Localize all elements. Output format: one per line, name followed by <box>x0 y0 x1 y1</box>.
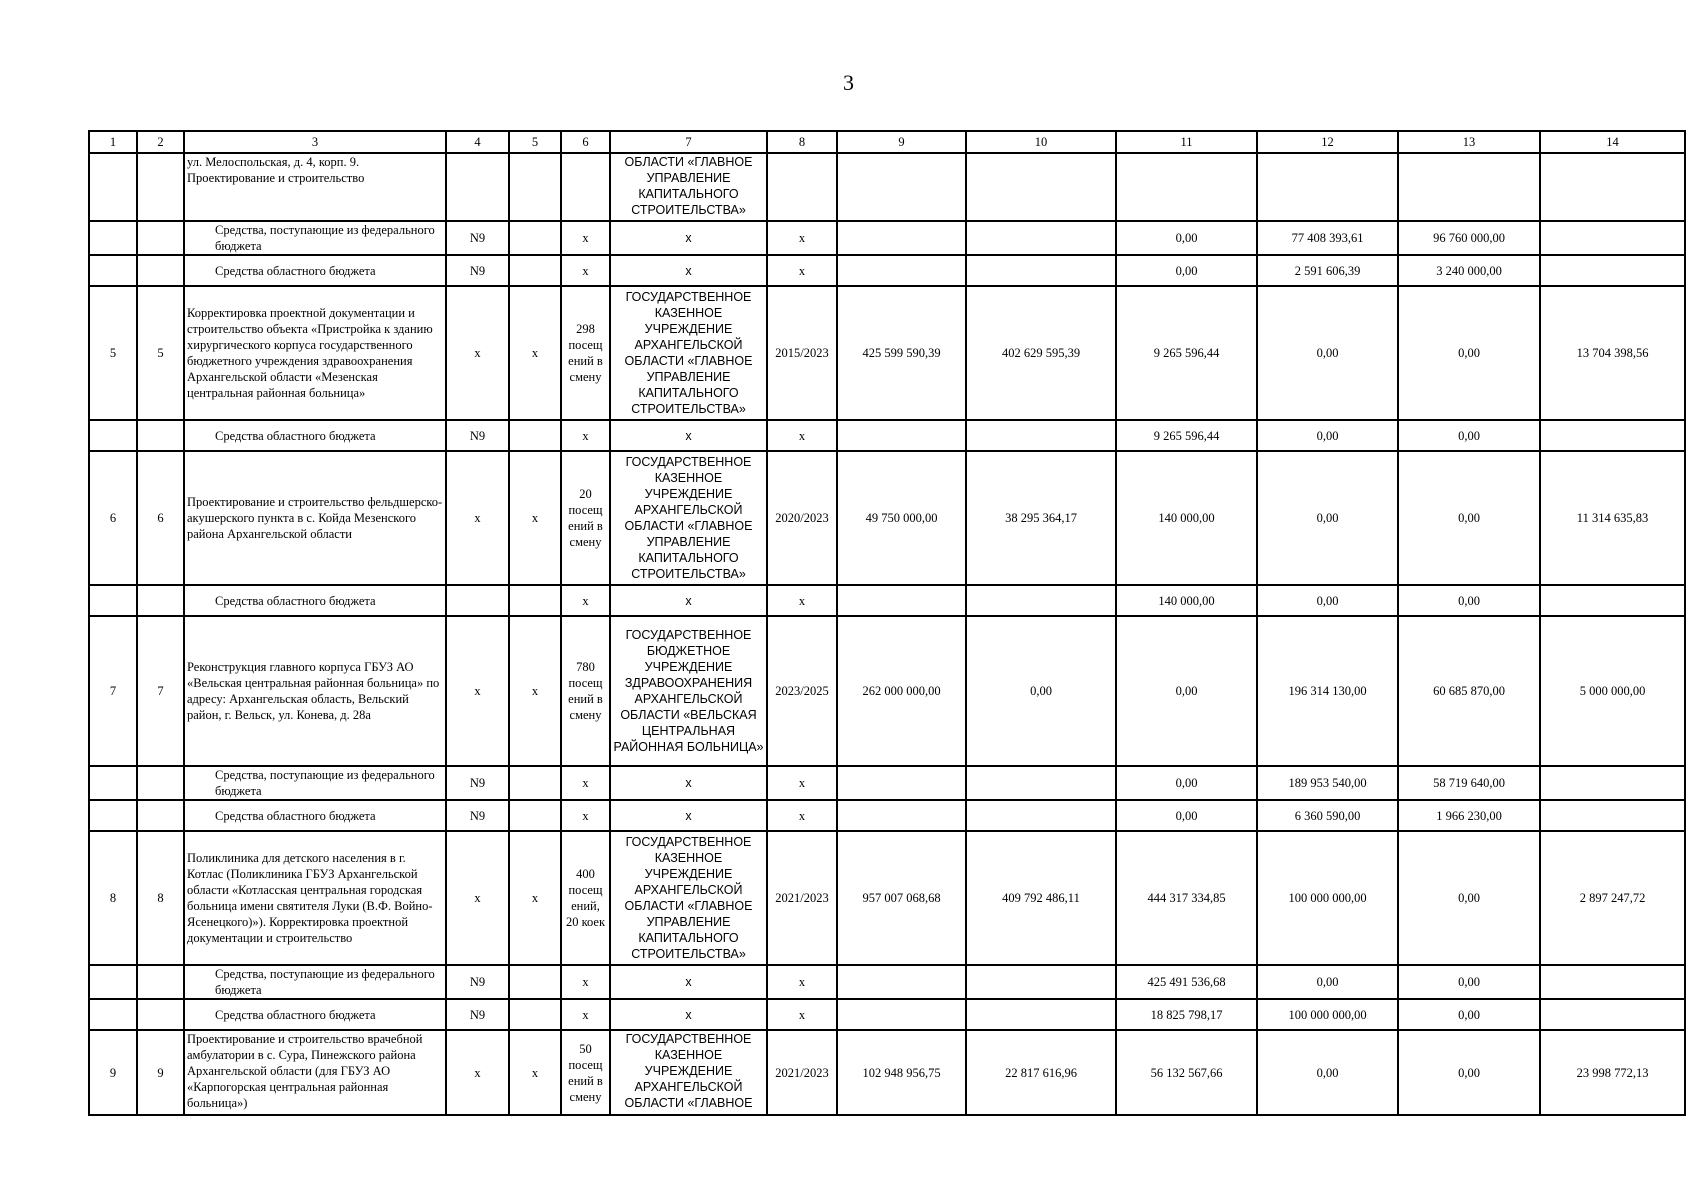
amount-col-11: 0,00 <box>1116 616 1257 766</box>
estimated-cost <box>837 999 966 1030</box>
funding-source-row <box>89 255 1685 286</box>
header-cell: 5 <box>509 131 561 153</box>
estimated-cost <box>837 420 966 451</box>
capacity: x <box>561 965 610 999</box>
amount-col-14 <box>1540 766 1685 800</box>
header-cell: 13 <box>1398 131 1540 153</box>
amount-col-13: 0,00 <box>1398 1030 1540 1115</box>
row-number: 7 <box>89 616 137 766</box>
object-row <box>89 616 1685 766</box>
spent-before <box>966 585 1116 616</box>
object-row <box>89 831 1685 965</box>
spent-before <box>966 965 1116 999</box>
capacity: x <box>561 420 610 451</box>
capacity: x <box>561 999 610 1030</box>
object-description: Корректировка проектной документации и строительство объекта «Пристройка к зданию хирургического корпуса государственного бюджетного учреждения здравоохранения Архангельской области «Мезенская центральная районная больница» <box>184 286 446 420</box>
amount-col-14: 13 704 398,56 <box>1540 286 1685 420</box>
amount-col-14: 2 897 247,72 <box>1540 831 1685 965</box>
amount-col-13: 0,00 <box>1398 286 1540 420</box>
row-number <box>89 585 137 616</box>
capacity: 400 посещ ений, 20 коек <box>561 831 610 965</box>
header-cell: 10 <box>966 131 1116 153</box>
cell-5 <box>509 255 561 286</box>
amount-col-12: 6 360 590,00 <box>1257 800 1398 831</box>
row-number: 5 <box>89 286 137 420</box>
capacity: x <box>561 585 610 616</box>
header-cell: 11 <box>1116 131 1257 153</box>
amount-col-14: 23 998 772,13 <box>1540 1030 1685 1115</box>
item-number <box>137 800 184 831</box>
header-cell: 12 <box>1257 131 1398 153</box>
item-number: 5 <box>137 286 184 420</box>
construction-period: 2015/2023 <box>767 286 837 420</box>
spent-before <box>966 153 1116 221</box>
customer-organization: ГОСУДАРСТВЕННОЕ БЮДЖЕТНОЕ УЧРЕЖДЕНИЕ ЗДРАВООХРАНЕНИЯ АРХАНГЕЛЬСКОЙ ОБЛАСТИ «ВЕЛЬСКАЯ ЦЕНТРАЛЬНАЯ РАЙОННАЯ БОЛЬНИЦА» <box>610 616 767 766</box>
row-number: 9 <box>89 1030 137 1115</box>
amount-col-12: 0,00 <box>1257 286 1398 420</box>
amount-col-11 <box>1116 153 1257 221</box>
amount-col-11: 9 265 596,44 <box>1116 286 1257 420</box>
amount-col-14: 11 314 635,83 <box>1540 451 1685 585</box>
estimated-cost <box>837 221 966 255</box>
header-cell: 9 <box>837 131 966 153</box>
customer-organization: x <box>610 800 767 831</box>
capacity: x <box>561 221 610 255</box>
amount-col-14 <box>1540 965 1685 999</box>
capacity: x <box>561 766 610 800</box>
cell-5: x <box>509 831 561 965</box>
budget-code: N9 <box>446 800 509 831</box>
object-description: Реконструкция главного корпуса ГБУЗ АО «Вельская центральная районная больница» по адресу: Архангельская область, Вельский район, г. Вельск, ул. Конева, д. 28а <box>184 616 446 766</box>
capacity: 20 посещ ений в смену <box>561 451 610 585</box>
object-row <box>89 1030 1685 1115</box>
amount-col-13: 58 719 640,00 <box>1398 766 1540 800</box>
column-number-row <box>89 131 1685 153</box>
row-number <box>89 965 137 999</box>
customer-organization: x <box>610 965 767 999</box>
customer-organization: x <box>610 420 767 451</box>
amount-col-12: 0,00 <box>1257 451 1398 585</box>
budget-code: x <box>446 451 509 585</box>
amount-col-14 <box>1540 585 1685 616</box>
customer-organization: x <box>610 255 767 286</box>
header-cell: 3 <box>184 131 446 153</box>
investment-table <box>88 130 1686 1116</box>
construction-period: 2021/2023 <box>767 831 837 965</box>
amount-col-11: 140 000,00 <box>1116 585 1257 616</box>
amount-col-13: 96 760 000,00 <box>1398 221 1540 255</box>
construction-period: 2021/2023 <box>767 1030 837 1115</box>
item-number <box>137 153 184 221</box>
amount-col-14 <box>1540 255 1685 286</box>
amount-col-13: 0,00 <box>1398 831 1540 965</box>
amount-col-13: 0,00 <box>1398 451 1540 585</box>
item-number <box>137 766 184 800</box>
object-description: Проектирование и строительство врачебной амбулатории в с. Сура, Пинежского района Архангельской области (для ГБУЗ АО «Карпогорская центральная районная больница») <box>184 1030 446 1115</box>
page-number: 3 <box>843 70 854 95</box>
capacity: 780 посещ ений в смену <box>561 616 610 766</box>
amount-col-13: 60 685 870,00 <box>1398 616 1540 766</box>
spent-before <box>966 420 1116 451</box>
amount-col-13: 3 240 000,00 <box>1398 255 1540 286</box>
object-description: Средства, поступающие из федерального бюджета <box>184 766 446 800</box>
amount-col-12: 100 000 000,00 <box>1257 999 1398 1030</box>
customer-organization: ГОСУДАРСТВЕННОЕ КАЗЕННОЕ УЧРЕЖДЕНИЕ АРХАНГЕЛЬСКОЙ ОБЛАСТИ «ГЛАВНОЕ УПРАВЛЕНИЕ КАПИТАЛЬНОГО СТРОИТЕЛЬСТВА» <box>610 451 767 585</box>
amount-col-14: 5 000 000,00 <box>1540 616 1685 766</box>
budget-code: N9 <box>446 965 509 999</box>
amount-col-13: 0,00 <box>1398 585 1540 616</box>
item-number <box>137 585 184 616</box>
amount-col-11: 0,00 <box>1116 800 1257 831</box>
row-number <box>89 800 137 831</box>
estimated-cost: 957 007 068,68 <box>837 831 966 965</box>
amount-col-12: 196 314 130,00 <box>1257 616 1398 766</box>
amount-col-11: 56 132 567,66 <box>1116 1030 1257 1115</box>
spent-before: 38 295 364,17 <box>966 451 1116 585</box>
amount-col-11: 9 265 596,44 <box>1116 420 1257 451</box>
amount-col-12: 100 000 000,00 <box>1257 831 1398 965</box>
funding-source-row <box>89 800 1685 831</box>
customer-organization: x <box>610 999 767 1030</box>
construction-period: x <box>767 999 837 1030</box>
row-number: 6 <box>89 451 137 585</box>
header-cell: 2 <box>137 131 184 153</box>
item-number: 8 <box>137 831 184 965</box>
amount-col-14 <box>1540 800 1685 831</box>
amount-col-14 <box>1540 999 1685 1030</box>
customer-organization: x <box>610 221 767 255</box>
object-description: Проектирование и строительство фельдшерско-акушерского пункта в с. Койда Мезенского района Архангельской области <box>184 451 446 585</box>
object-row <box>89 451 1685 585</box>
cell-5 <box>509 766 561 800</box>
capacity: 298 посещ ений в смену <box>561 286 610 420</box>
estimated-cost <box>837 153 966 221</box>
amount-col-14 <box>1540 221 1685 255</box>
construction-period: x <box>767 255 837 286</box>
customer-organization: x <box>610 585 767 616</box>
cell-5 <box>509 800 561 831</box>
object-row <box>89 153 1685 221</box>
object-row <box>89 286 1685 420</box>
construction-period: 2020/2023 <box>767 451 837 585</box>
budget-code <box>446 153 509 221</box>
object-description: Средства областного бюджета <box>184 420 446 451</box>
construction-period: x <box>767 585 837 616</box>
construction-period: 2023/2025 <box>767 616 837 766</box>
funding-source-row <box>89 766 1685 800</box>
funding-source-row <box>89 221 1685 255</box>
spent-before <box>966 766 1116 800</box>
amount-col-11: 444 317 334,85 <box>1116 831 1257 965</box>
cell-5 <box>509 153 561 221</box>
construction-period: x <box>767 800 837 831</box>
amount-col-13: 1 966 230,00 <box>1398 800 1540 831</box>
capacity <box>561 153 610 221</box>
item-number <box>137 221 184 255</box>
customer-organization: ГОСУДАРСТВЕННОЕ КАЗЕННОЕ УЧРЕЖДЕНИЕ АРХАНГЕЛЬСКОЙ ОБЛАСТИ «ГЛАВНОЕ УПРАВЛЕНИЕ КАПИТАЛЬНОГО СТРОИТЕЛЬСТВА» <box>610 286 767 420</box>
cell-5: x <box>509 1030 561 1115</box>
object-description: Средства, поступающие из федерального бюджета <box>184 221 446 255</box>
capacity: x <box>561 255 610 286</box>
funding-source-row <box>89 999 1685 1030</box>
budget-code: N9 <box>446 255 509 286</box>
spent-before: 22 817 616,96 <box>966 1030 1116 1115</box>
item-number: 9 <box>137 1030 184 1115</box>
row-number <box>89 255 137 286</box>
amount-col-14 <box>1540 153 1685 221</box>
estimated-cost: 102 948 956,75 <box>837 1030 966 1115</box>
spent-before <box>966 221 1116 255</box>
header-cell: 14 <box>1540 131 1685 153</box>
customer-organization: x <box>610 766 767 800</box>
amount-col-11: 140 000,00 <box>1116 451 1257 585</box>
construction-period: x <box>767 965 837 999</box>
object-description: Средства областного бюджета <box>184 800 446 831</box>
object-description: ул. Мелоспольская, д. 4, корп. 9. Проектирование и строительство <box>184 153 446 221</box>
customer-organization: ГОСУДАРСТВЕННОЕ КАЗЕННОЕ УЧРЕЖДЕНИЕ АРХАНГЕЛЬСКОЙ ОБЛАСТИ «ГЛАВНОЕ УПРАВЛЕНИЕ КАПИТАЛЬНОГО СТРОИТЕЛЬСТВА» <box>610 831 767 965</box>
budget-code: N9 <box>446 420 509 451</box>
estimated-cost <box>837 965 966 999</box>
header-cell: 7 <box>610 131 767 153</box>
cell-5 <box>509 965 561 999</box>
object-description: Средства областного бюджета <box>184 255 446 286</box>
header-cell: 1 <box>89 131 137 153</box>
customer-organization: ОБЛАСТИ «ГЛАВНОЕ УПРАВЛЕНИЕ КАПИТАЛЬНОГО СТРОИТЕЛЬСТВА» <box>610 153 767 221</box>
budget-code: N9 <box>446 999 509 1030</box>
estimated-cost <box>837 255 966 286</box>
item-number <box>137 420 184 451</box>
budget-code <box>446 585 509 616</box>
funding-source-row <box>89 965 1685 999</box>
item-number <box>137 255 184 286</box>
amount-col-12: 0,00 <box>1257 420 1398 451</box>
spent-before: 0,00 <box>966 616 1116 766</box>
amount-col-11: 0,00 <box>1116 766 1257 800</box>
amount-col-13: 0,00 <box>1398 965 1540 999</box>
amount-col-13: 0,00 <box>1398 420 1540 451</box>
budget-code: x <box>446 1030 509 1115</box>
amount-col-14 <box>1540 420 1685 451</box>
object-description: Средства областного бюджета <box>184 585 446 616</box>
budget-code: x <box>446 286 509 420</box>
amount-col-12 <box>1257 153 1398 221</box>
spent-before: 402 629 595,39 <box>966 286 1116 420</box>
budget-code: N9 <box>446 766 509 800</box>
estimated-cost: 49 750 000,00 <box>837 451 966 585</box>
budget-code: x <box>446 616 509 766</box>
amount-col-12: 0,00 <box>1257 965 1398 999</box>
cell-5: x <box>509 451 561 585</box>
row-number <box>89 420 137 451</box>
estimated-cost: 262 000 000,00 <box>837 616 966 766</box>
amount-col-11: 425 491 536,68 <box>1116 965 1257 999</box>
estimated-cost <box>837 800 966 831</box>
row-number <box>89 221 137 255</box>
capacity: 50 посещ ений в смену <box>561 1030 610 1115</box>
spent-before <box>966 255 1116 286</box>
header-cell: 6 <box>561 131 610 153</box>
row-number <box>89 153 137 221</box>
amount-col-12: 77 408 393,61 <box>1257 221 1398 255</box>
capacity: x <box>561 800 610 831</box>
cell-5 <box>509 221 561 255</box>
estimated-cost: 425 599 590,39 <box>837 286 966 420</box>
cell-5: x <box>509 286 561 420</box>
amount-col-12: 2 591 606,39 <box>1257 255 1398 286</box>
estimated-cost <box>837 766 966 800</box>
budget-code: N9 <box>446 221 509 255</box>
budget-code: x <box>446 831 509 965</box>
row-number: 8 <box>89 831 137 965</box>
item-number <box>137 999 184 1030</box>
construction-period: x <box>767 420 837 451</box>
amount-col-11: 18 825 798,17 <box>1116 999 1257 1030</box>
funding-source-row <box>89 585 1685 616</box>
construction-period <box>767 153 837 221</box>
cell-5 <box>509 999 561 1030</box>
cell-5 <box>509 420 561 451</box>
object-description: Средства, поступающие из федерального бюджета <box>184 965 446 999</box>
object-description: Средства областного бюджета <box>184 999 446 1030</box>
spent-before <box>966 800 1116 831</box>
construction-period: x <box>767 221 837 255</box>
customer-organization: ГОСУДАРСТВЕННОЕ КАЗЕННОЕ УЧРЕЖДЕНИЕ АРХАНГЕЛЬСКОЙ ОБЛАСТИ «ГЛАВНОЕ <box>610 1030 767 1115</box>
header-cell: 8 <box>767 131 837 153</box>
item-number <box>137 965 184 999</box>
amount-col-13 <box>1398 153 1540 221</box>
item-number: 7 <box>137 616 184 766</box>
amount-col-12: 0,00 <box>1257 585 1398 616</box>
estimated-cost <box>837 585 966 616</box>
row-number <box>89 999 137 1030</box>
item-number: 6 <box>137 451 184 585</box>
amount-col-11: 0,00 <box>1116 255 1257 286</box>
funding-source-row <box>89 420 1685 451</box>
amount-col-12: 189 953 540,00 <box>1257 766 1398 800</box>
spent-before <box>966 999 1116 1030</box>
construction-period: x <box>767 766 837 800</box>
amount-col-12: 0,00 <box>1257 1030 1398 1115</box>
object-description: Поликлиника для детского населения в г. Котлас (Поликлиника ГБУЗ Архангельской области «Котласская центральная городская больница имени святителя Луки (В.Ф. Войно-Ясенецкого)»). Корректировка проектной документации и строительство <box>184 831 446 965</box>
amount-col-13: 0,00 <box>1398 999 1540 1030</box>
header-cell: 4 <box>446 131 509 153</box>
cell-5: x <box>509 616 561 766</box>
amount-col-11: 0,00 <box>1116 221 1257 255</box>
cell-5 <box>509 585 561 616</box>
row-number <box>89 766 137 800</box>
spent-before: 409 792 486,11 <box>966 831 1116 965</box>
